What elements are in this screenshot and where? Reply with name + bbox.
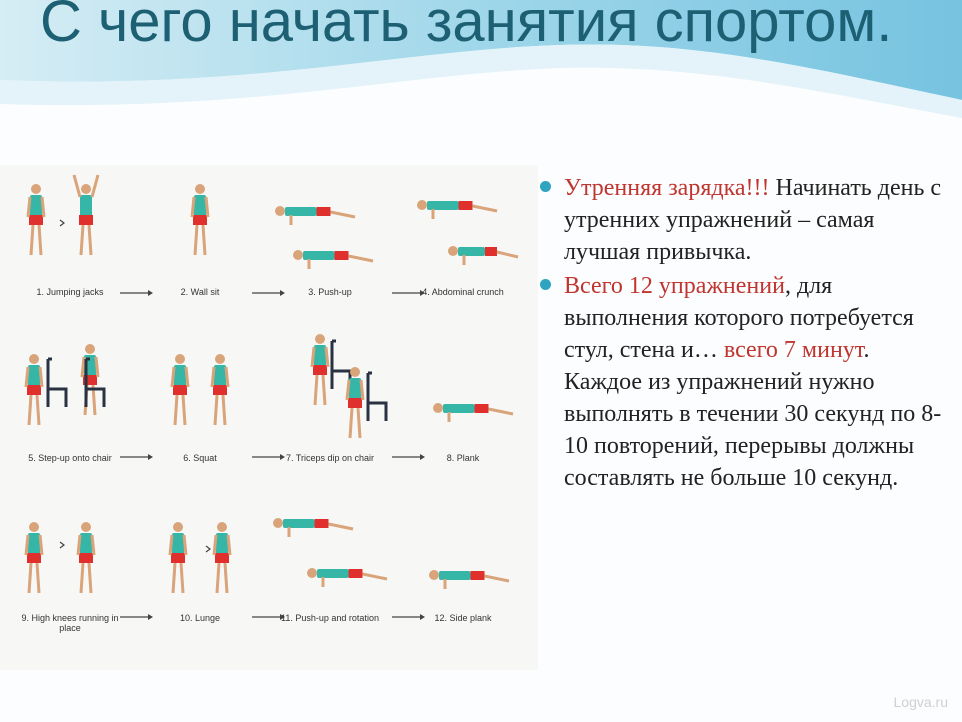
exercise-label: 6. Squat	[183, 453, 217, 463]
figure-arm	[214, 535, 216, 555]
exercise-label: 7. Triceps dip on chair	[285, 453, 375, 463]
bullet-text: , для выполнения которого потребуется стул, стена и…	[564, 273, 914, 363]
figure-arm	[40, 535, 42, 555]
figure-arm	[26, 535, 28, 555]
figure-arm	[26, 367, 28, 387]
figure-arm	[226, 367, 228, 387]
figure-leg	[173, 563, 175, 593]
figure-shorts	[335, 251, 349, 260]
figure-shorts	[317, 207, 331, 216]
figure-head	[81, 522, 91, 532]
figure-shorts	[485, 247, 497, 256]
figure-arm	[42, 197, 44, 217]
figure-head	[273, 518, 283, 528]
figure-arm	[186, 367, 188, 387]
figure-arm	[78, 535, 80, 555]
figure-shorts	[173, 385, 187, 395]
figure-arm	[312, 347, 314, 367]
figure-leg	[89, 225, 91, 255]
chair	[368, 373, 386, 421]
figure-torso	[28, 365, 40, 387]
exercise-label: 4. Abdominal crunch	[422, 287, 504, 297]
figure-head	[293, 250, 303, 260]
figure-arm	[170, 535, 172, 555]
exercise-label: 5. Step-up onto chair	[28, 453, 112, 463]
figure-head	[429, 570, 439, 580]
figure-leg	[37, 395, 39, 425]
figure-shorts	[27, 385, 41, 395]
figure-head	[29, 522, 39, 532]
figure-leg	[183, 395, 185, 425]
figure-leg	[29, 563, 31, 593]
exercise-figures	[0, 165, 538, 670]
figure-shorts	[471, 571, 485, 580]
figure-torso	[303, 251, 335, 260]
figure-leg	[37, 563, 39, 593]
figure-torso	[283, 519, 315, 528]
figure-head	[350, 367, 360, 377]
exercise-label: 10. Lunge	[179, 613, 221, 623]
figure-leg	[358, 408, 360, 438]
figure-leg	[315, 375, 317, 405]
figure-leg	[363, 574, 388, 579]
figure-leg	[215, 395, 217, 425]
figure-head	[448, 246, 458, 256]
figure-head	[175, 354, 185, 364]
slide-title: С чего начать занятия спортом.	[40, 0, 893, 54]
exercise-label: 9. High knees running in place	[21, 613, 119, 633]
figure-leg	[485, 576, 510, 581]
figure-arm	[172, 367, 174, 387]
figure-arm	[347, 380, 349, 400]
figure-torso	[80, 533, 92, 555]
figure-head	[275, 206, 285, 216]
figure-torso	[285, 207, 317, 216]
figure-leg	[473, 206, 498, 211]
figure-shorts	[315, 519, 329, 528]
figure-shorts	[171, 553, 185, 563]
chevron-icon	[60, 220, 64, 226]
figure-torso	[317, 569, 349, 578]
figure-arm	[74, 175, 80, 197]
figure-leg	[89, 563, 91, 593]
figure-leg	[195, 225, 197, 255]
figure-leg	[223, 395, 225, 425]
figure-leg	[225, 563, 227, 593]
exercise-label: 3. Push-up	[308, 287, 352, 297]
figure-shorts	[27, 553, 41, 563]
figure-torso	[314, 345, 326, 367]
exercise-label: 12. Side plank	[434, 613, 492, 623]
figure-leg	[181, 563, 183, 593]
figure-leg	[489, 409, 514, 414]
figure-shorts	[475, 404, 489, 413]
bullet-dot-icon	[540, 279, 551, 290]
exercise-label: 11. Push-up and rotation	[281, 613, 379, 623]
figure-arm	[28, 197, 30, 217]
figure-arm	[92, 535, 94, 555]
figure-head	[217, 522, 227, 532]
figure-head	[31, 184, 41, 194]
figure-head	[173, 522, 183, 532]
figure-shorts	[29, 215, 43, 225]
bullet-highlight: Утренняя зарядка!!!	[564, 175, 770, 201]
figure-leg	[350, 408, 352, 438]
figure-arm	[206, 197, 208, 217]
figure-shorts	[79, 553, 93, 563]
figure-leg	[329, 524, 354, 529]
figure-shorts	[459, 201, 473, 210]
figure-leg	[349, 256, 374, 261]
figure-arm	[228, 535, 230, 555]
figure-torso	[427, 201, 459, 210]
bullet-item	[538, 270, 953, 494]
figure-torso	[443, 404, 475, 413]
bullet-highlight: всего 7 минут	[723, 337, 864, 363]
figure-torso	[28, 533, 40, 555]
figure-arm	[92, 175, 98, 197]
figure-torso	[194, 195, 206, 217]
figure-leg	[203, 225, 205, 255]
figure-leg	[331, 212, 356, 217]
chevron-icon	[60, 542, 64, 548]
figure-shorts	[213, 385, 227, 395]
figure-shorts	[215, 553, 229, 563]
figure-leg	[323, 375, 325, 405]
figure-leg	[217, 563, 219, 593]
figure-head	[85, 344, 95, 354]
figure-arm	[82, 357, 84, 377]
chair	[48, 359, 66, 407]
figure-arm	[361, 380, 363, 400]
figure-head	[417, 200, 427, 210]
figure-torso	[216, 533, 228, 555]
figure-arm	[326, 347, 328, 367]
bullet-text: . Каждое из упражнений нужно выполнять в течении 30 секунд по 8-10 повторений, перерывы должны составлять не больше 10 секунд.	[564, 337, 942, 491]
figure-arm	[96, 357, 98, 377]
exercise-label: 1. Jumping jacks	[36, 287, 104, 297]
figure-leg	[81, 563, 83, 593]
figure-torso	[30, 195, 42, 217]
figure-arm	[40, 367, 42, 387]
figure-head	[315, 334, 325, 344]
figure-head	[433, 403, 443, 413]
figure-head	[81, 184, 91, 194]
bullet-text: Начинать день с утренних упражнений – самая лучшая привычка.	[564, 175, 942, 265]
figure-leg	[175, 395, 177, 425]
bullet-item	[538, 172, 953, 268]
figure-shorts	[348, 398, 362, 408]
figure-head	[195, 184, 205, 194]
exercise-label: 8. Plank	[446, 453, 480, 463]
figure-head	[307, 568, 317, 578]
figure-leg	[81, 225, 83, 255]
figure-leg	[29, 395, 31, 425]
figure-torso	[80, 195, 92, 217]
bullet-list	[538, 172, 953, 496]
figure-head	[215, 354, 225, 364]
figure-torso	[458, 247, 485, 256]
figure-leg	[497, 252, 518, 257]
bullet-highlight: Всего 12 упражнений	[564, 273, 785, 299]
bullet-dot-icon	[540, 181, 551, 192]
chevron-icon	[206, 546, 210, 552]
figure-shorts	[193, 215, 207, 225]
chair	[332, 341, 350, 389]
figure-torso	[214, 365, 226, 387]
figure-torso	[349, 378, 361, 400]
figure-torso	[172, 533, 184, 555]
figure-leg	[39, 225, 41, 255]
figure-shorts	[313, 365, 327, 375]
figure-torso	[174, 365, 186, 387]
figure-shorts	[79, 215, 93, 225]
figure-arm	[192, 197, 194, 217]
figure-head	[29, 354, 39, 364]
exercise-infographic	[0, 165, 538, 670]
figure-leg	[31, 225, 33, 255]
exercise-label: 2. Wall sit	[180, 287, 220, 297]
figure-arm	[184, 535, 186, 555]
watermark: Logva.ru	[893, 694, 948, 710]
figure-shorts	[349, 569, 363, 578]
figure-torso	[439, 571, 471, 580]
figure-arm	[212, 367, 214, 387]
